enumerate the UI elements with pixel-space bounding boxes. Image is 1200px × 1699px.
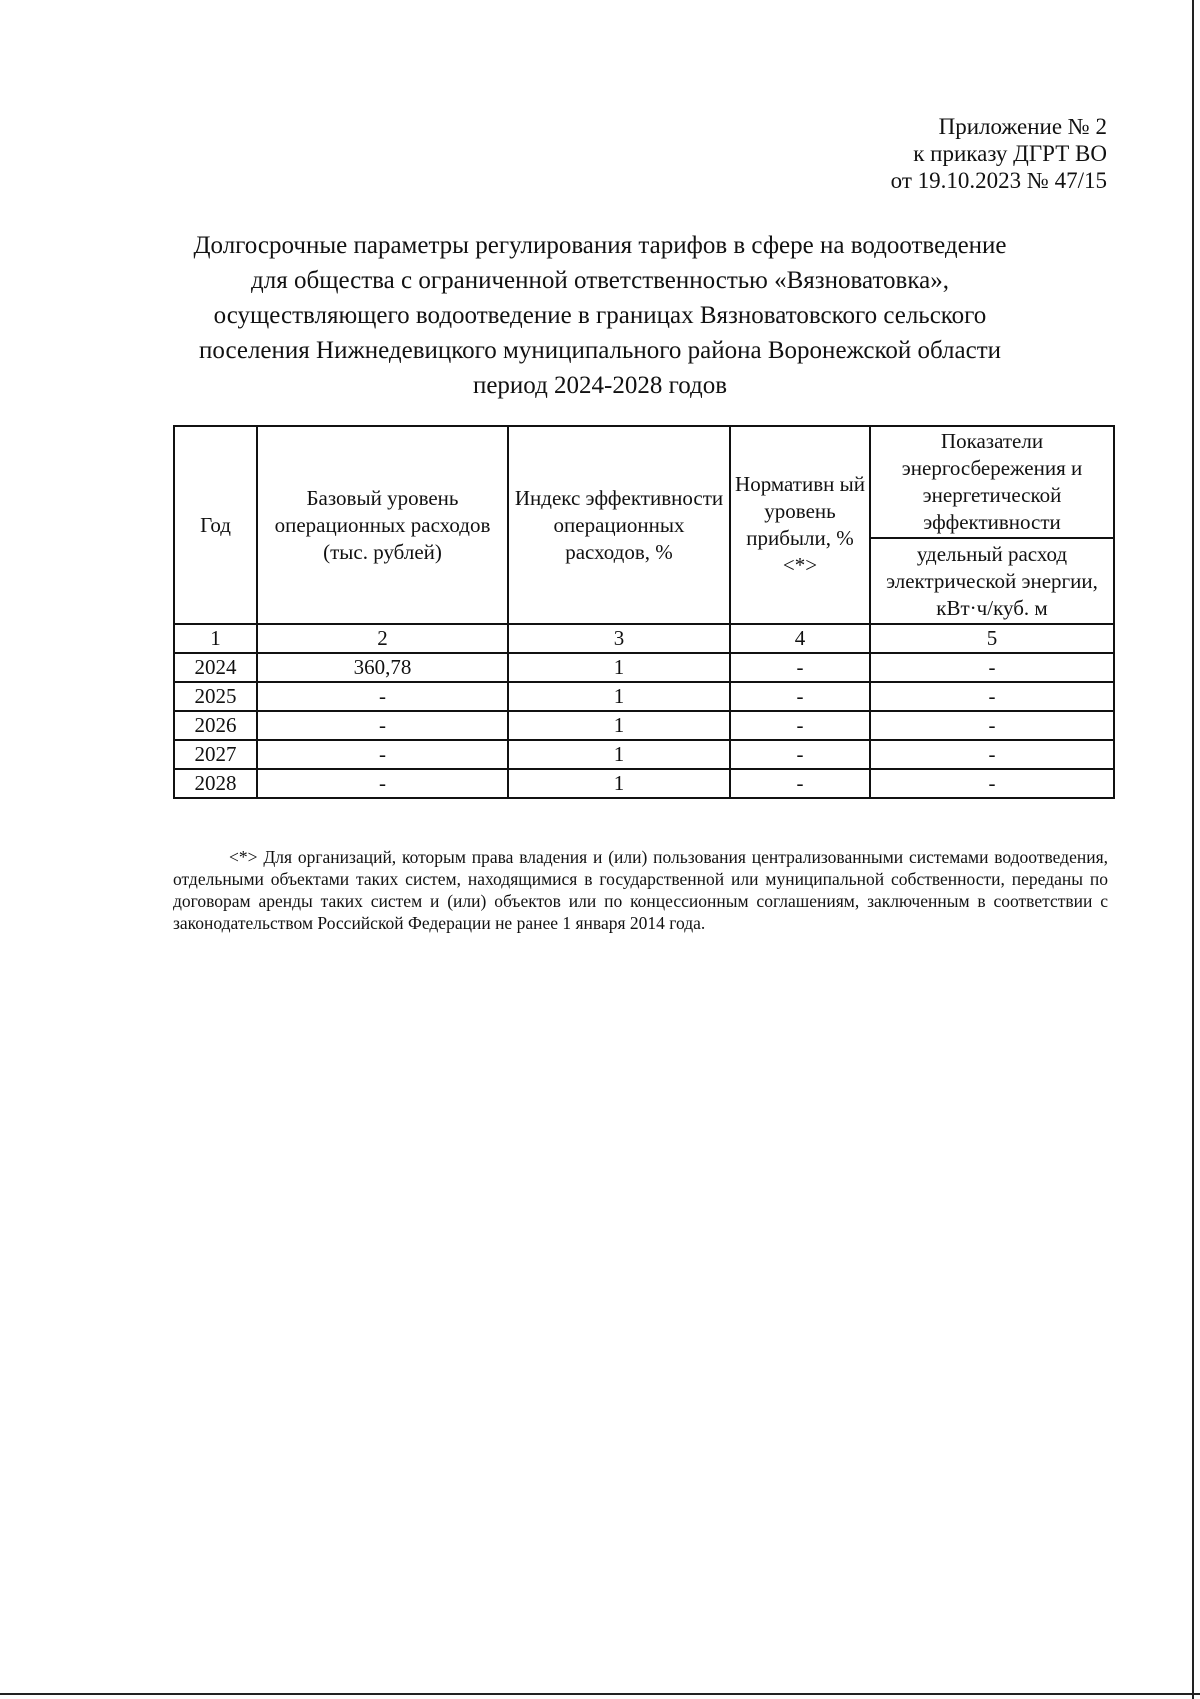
- table-row: [174, 740, 1114, 769]
- cell-base-level: -: [257, 682, 508, 711]
- attachment-order: к приказу ДГРТ ВО: [913, 141, 1107, 166]
- header-energy-consumption: удельный расход электрической энергии, кВт·ч/куб. м: [870, 538, 1114, 624]
- scan-edge-bottom: [0, 1693, 1200, 1695]
- cell-efficiency-index: 1: [508, 769, 730, 798]
- cell-year: 2028: [174, 769, 257, 798]
- cell-energy-consumption: -: [870, 653, 1114, 682]
- cell-profit-norm: -: [730, 769, 870, 798]
- cell-base-level: -: [257, 769, 508, 798]
- cell-year: 2024: [174, 653, 257, 682]
- attachment-reference: [891, 113, 1107, 194]
- cell-efficiency-index: 1: [508, 653, 730, 682]
- column-number: 1: [174, 624, 257, 653]
- header-year: Год: [174, 426, 257, 624]
- table-row: [174, 682, 1114, 711]
- title-line-1: Долгосрочные параметры регулирования тарифов в сфере на водоотведение: [193, 232, 1007, 259]
- cell-energy-consumption: -: [870, 740, 1114, 769]
- cell-energy-consumption: -: [870, 711, 1114, 740]
- column-number: 2: [257, 624, 508, 653]
- title-line-4: поселения Нижнедевицкого муниципального района Воронежской области: [198, 337, 1002, 364]
- cell-energy-consumption: -: [870, 682, 1114, 711]
- cell-efficiency-index: 1: [508, 740, 730, 769]
- cell-profit-norm: -: [730, 711, 870, 740]
- cell-base-level: -: [257, 711, 508, 740]
- attachment-date: от 19.10.2023 № 47/15: [890, 168, 1107, 193]
- cell-year: 2026: [174, 711, 257, 740]
- footnote: <*> Для организаций, которым права владения и (или) пользования централизованными системами водоотведения, отдельными объектами таких систем, находящимися в государственной или муниципальной собственности, переданы по договорам аренды таких систем и (или) объектов или по концессионным соглашениям, заключенным в соответствии с законодательством Российской Федерации не ранее 1 января 2014 года.: [173, 846, 1108, 933]
- column-number-row: [174, 624, 1114, 653]
- table-row: [174, 653, 1114, 682]
- column-number: 3: [508, 624, 730, 653]
- cell-profit-norm: -: [730, 740, 870, 769]
- cell-year: 2027: [174, 740, 257, 769]
- cell-profit-norm: -: [730, 653, 870, 682]
- header-efficiency-index: Индекс эффективности операционных расходов, %: [508, 426, 730, 624]
- title-line-2: для общества с ограниченной ответственностью «Вязноватовка»,: [251, 267, 949, 294]
- parameters-table: [173, 425, 1115, 799]
- document-title: [150, 228, 1050, 403]
- header-base-level: Базовый уровень операционных расходов (тыс. рублей): [257, 426, 508, 624]
- cell-year: 2025: [174, 682, 257, 711]
- scan-edge-right: [1192, 0, 1194, 1699]
- table-header-row: [174, 426, 1114, 538]
- header-profit-norm: Нормативн ый уровень прибыли, % <*>: [730, 426, 870, 624]
- title-line-3: осуществляющего водоотведение в границах Вязноватовского сельского: [213, 302, 987, 329]
- cell-base-level: 360,78: [257, 653, 508, 682]
- column-number: 4: [730, 624, 870, 653]
- cell-profit-norm: -: [730, 682, 870, 711]
- table-row: [174, 769, 1114, 798]
- header-energy-group: Показатели энергосбережения и энергетической эффективности: [870, 426, 1114, 538]
- cell-efficiency-index: 1: [508, 682, 730, 711]
- title-line-5: период 2024-2028 годов: [472, 372, 728, 399]
- cell-efficiency-index: 1: [508, 711, 730, 740]
- attachment-number: Приложение № 2: [938, 114, 1107, 139]
- column-number: 5: [870, 624, 1114, 653]
- cell-energy-consumption: -: [870, 769, 1114, 798]
- table-row: [174, 711, 1114, 740]
- cell-base-level: -: [257, 740, 508, 769]
